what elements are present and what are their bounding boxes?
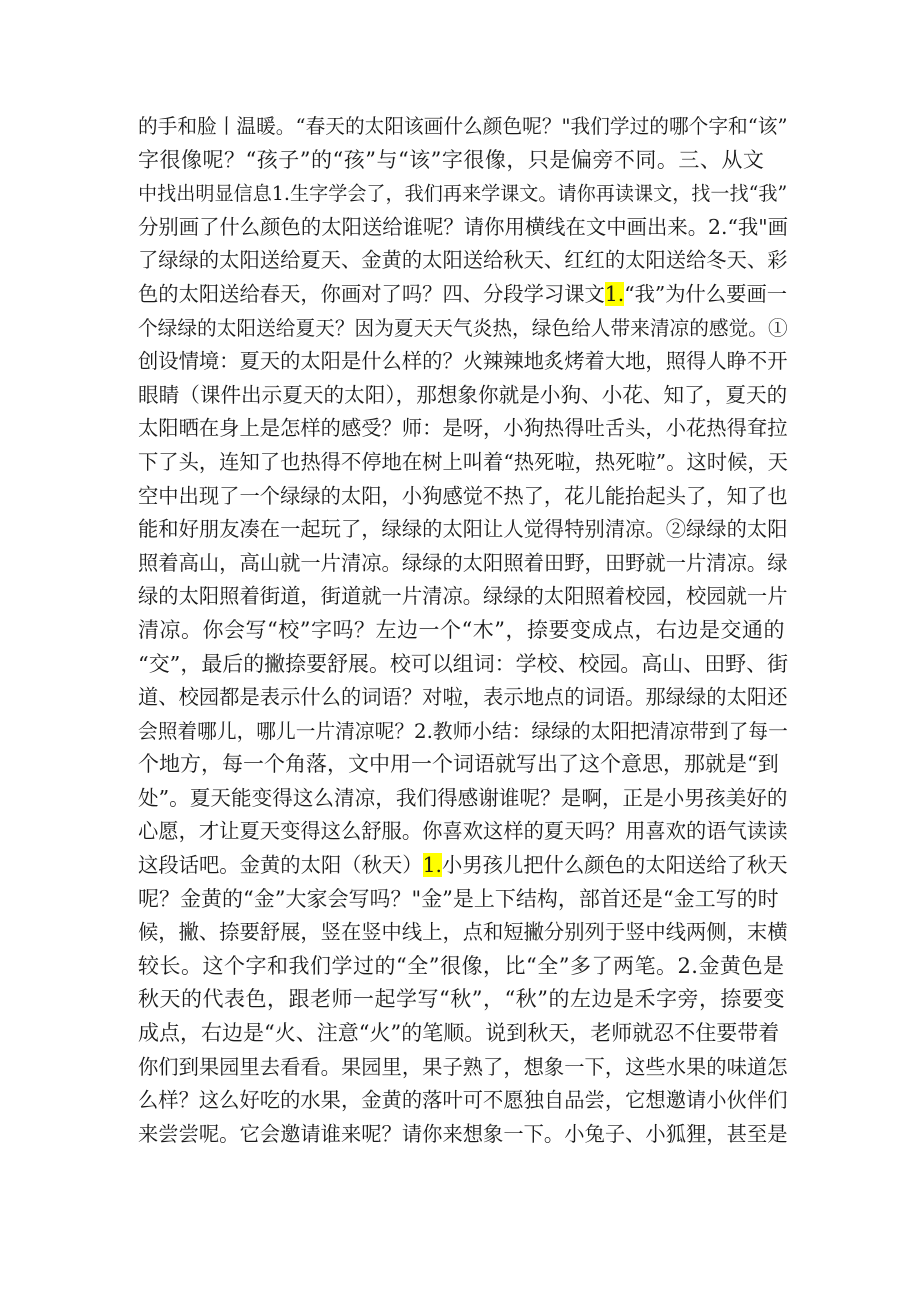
highlighted-number: 1. (422, 853, 442, 878)
text-line (138, 1118, 788, 1152)
text-run: 了绿绿的太阳送给夏天、金黄的太阳送给秋天、红红的太阳送给冬天、彩 (138, 248, 788, 273)
text-line (138, 379, 788, 413)
text-line (138, 916, 788, 950)
text-run: “交”，最后的撇捺要舒展。校可以组词：学校、校园。高山、田野、街 (138, 651, 789, 676)
text-line (138, 1084, 788, 1118)
highlighted-number: 1. (604, 281, 625, 306)
text-line (138, 950, 788, 984)
text-run: 心愿，才让夏天变得这么舒服。你喜欢这样的夏天吗？用喜欢的语气读读 (138, 819, 788, 844)
text-run: 照着高山，高山就一片清凉。绿绿的太阳照着田野，田野就一片清凉。绿 (138, 550, 788, 575)
text-run: 能和好朋友凑在一起玩了，绿绿的太阳让人觉得特别清凉。②绿绿的太阳 (138, 517, 788, 542)
text-run: 太阳晒在身上是怎样的感受？师：是呀，小狗热得吐舌头，小花热得耷拉 (138, 416, 788, 441)
text-run: 色的太阳送给春天，你画对了吗？四、分段学习课文 (138, 281, 605, 306)
text-line (138, 110, 788, 144)
text-line (138, 211, 788, 245)
text-line (138, 815, 788, 849)
text-run: 道、校园都是表示什么的词语？对啦，表示地点的词语。那绿绿的太阳还 (138, 685, 788, 710)
text-line (138, 244, 788, 278)
text-line (138, 983, 788, 1017)
text-line (138, 849, 788, 883)
text-run: 创设情境：夏天的太阳是什么样的？火辣辣地炙烤着大地，照得人睁不开 (138, 349, 788, 374)
text-line (138, 580, 788, 614)
text-line (138, 1051, 788, 1085)
text-line (138, 345, 788, 379)
text-run: 中找出明显信息1.生字学会了，我们再来学课文。请你再读课文，找一找“我” (138, 182, 788, 206)
text-line (138, 144, 788, 178)
text-line (138, 177, 788, 211)
text-run: 这段话吧。金黄的太阳（秋天） (138, 853, 423, 878)
text-line (138, 513, 788, 547)
text-line (138, 312, 788, 346)
text-run: “我”为什么要画一 (624, 281, 788, 306)
text-run: 空中出现了一个绿绿的太阳，小狗感觉不热了，花儿能抬起头了，知了也 (138, 483, 788, 508)
body-text (138, 110, 788, 1151)
text-run: 呢？金黄的“金”大家会写吗？"金”是上下结构，部首还是“金工写的时 (138, 886, 779, 911)
text-run: 成点，右边是“火、注意“火”的笔顺。说到秋天，老师就忍不住要带着 (138, 1021, 780, 1046)
text-run: 分别画了什么颜色的太阳送给谁呢？请你用横线在文中画出来。2.“我"画 (138, 214, 788, 239)
text-run: 下了头，连知了也热得不停地在树上叫着“热死啦，热死啦”。这时候，天 (138, 449, 788, 474)
text-line (138, 614, 788, 648)
text-run: 清凉。你会写“校”字吗？左边一个“木”，捺要变成点，右边是交通的 (138, 617, 785, 642)
text-run: 个绿绿的太阳送给夏天？因为夏天天气炎热，绿色给人带来清凉的感觉。① (138, 316, 788, 340)
text-run: 绿的太阳照着街道，街道就一片清凉。绿绿的太阳照着校园，校园就一片 (138, 584, 788, 609)
text-run: 字很像呢？“孩子”的“孩”与“该”字很像，只是偏旁不同。三、从文 (138, 147, 765, 172)
text-line (138, 278, 788, 312)
text-run: 处”。夏天能变得这么清凉，我们得感谢谁呢？是啊，正是小男孩美好的 (138, 785, 788, 810)
text-line (138, 412, 788, 446)
text-line (138, 648, 788, 682)
text-run: 眼睛（课件出示夏天的太阳），那想象你就是小狗、小花、知了，夏天的 (138, 382, 788, 407)
text-line (138, 748, 788, 782)
text-run: 的手和脸丨温暖。“春天的太阳该画什么颜色呢？"我们学过的哪个字和“该” (138, 115, 788, 138)
text-line (138, 1017, 788, 1051)
text-run: 秋天的代表色，跟老师一起学写“秋”，“秋”的左边是禾字旁，捺要变 (138, 987, 785, 1012)
text-line (138, 715, 788, 749)
text-run: 会照着哪儿，哪儿一片清凉呢？2.教师小结：绿绿的太阳把清凉带到了每一 (138, 719, 788, 743)
text-run: 候，撇、捺要舒展，竖在竖中线上，点和短撇分别列于竖中线两侧，末横 (138, 920, 788, 945)
text-run: 么样？这么好吃的水果，金黄的落叶可不愿独自品尝，它想邀请小伙伴们 (138, 1088, 788, 1113)
text-line (138, 782, 788, 816)
text-run: 你们到果园里去看看。果园里，果子熟了，想象一下，这些水果的味道怎 (138, 1054, 788, 1079)
text-run: 个地方，每一个角落，文中用一个词语就写出了这个意思，那就是“到 (138, 752, 779, 777)
text-run: 来尝尝呢。它会邀请谁来呢？请你来想象一下。小兔子、小狐狸，甚至是 (138, 1121, 788, 1146)
text-line (138, 883, 788, 917)
text-line (138, 681, 788, 715)
text-line (138, 547, 788, 581)
text-run: 较长。这个字和我们学过的“全”很像，比“全”多了两笔。2.金黄色是 (138, 953, 785, 978)
text-line (138, 446, 788, 480)
text-run: 小男孩儿把什么颜色的太阳送给了秋天 (442, 853, 788, 878)
text-line (138, 480, 788, 514)
